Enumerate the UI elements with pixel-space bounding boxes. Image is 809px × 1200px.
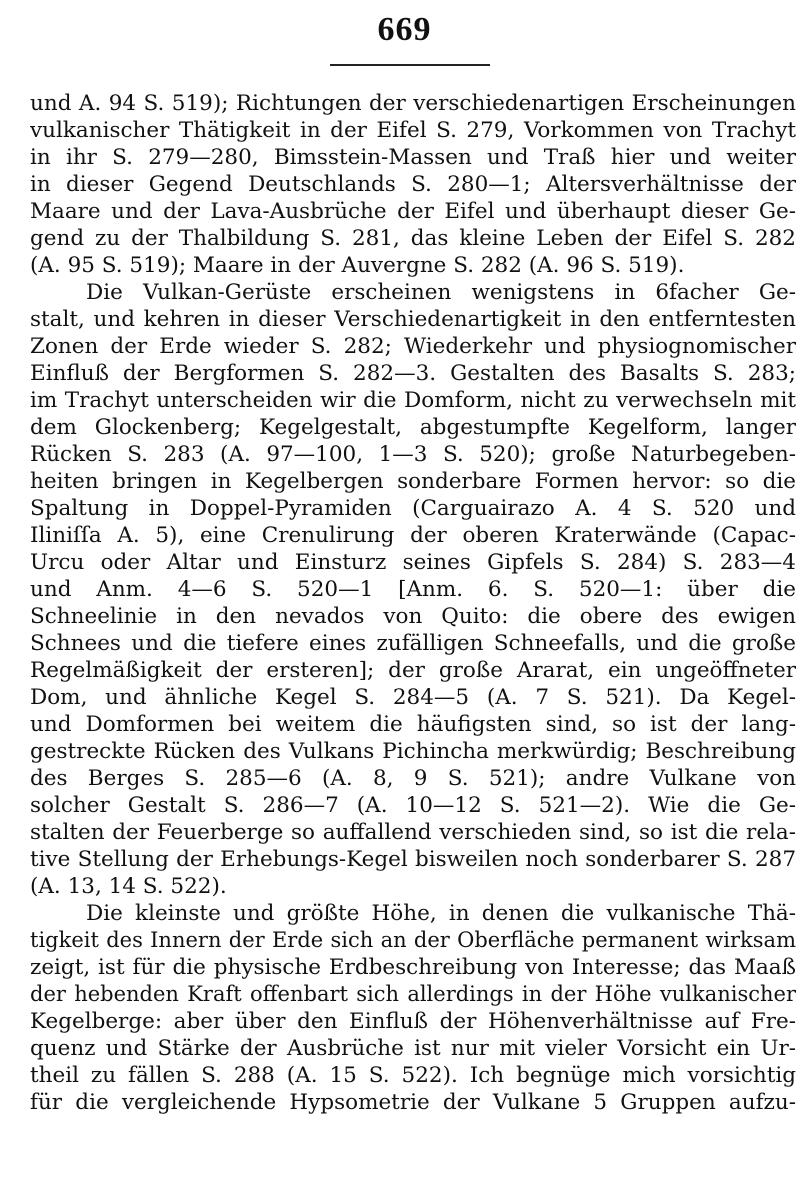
text-line: zeigt, ist für die physische Erdbeschreibung von Interesse; das Maaß — [30, 955, 796, 980]
text-line: Iliniſſa A. 5), eine Crenulirung der oberen Kraterwände (Capac- — [30, 523, 796, 548]
text-line: Spaltung in Doppel-Pyramiden (Carguairazo A. 4 S. 520 und — [30, 496, 796, 521]
text-line: theil zu fällen S. 288 (A. 15 S. 522). Ich begnüge mich vorsichtig — [30, 1063, 796, 1088]
text-line: in dieser Gegend Deutschlands S. 280—1; Altersverhältnisse der — [30, 172, 796, 197]
text-line: Urcu oder Altar und Einsturz seines Gipfels S. 284) S. 283—4 — [30, 550, 796, 575]
text-line: Schneelinie in den nevados von Quito: die obere des ewigen — [30, 604, 796, 629]
text-line: Regelmäßigkeit der ersteren]; der große Ararat, ein ungeöffneter — [30, 658, 796, 683]
text-line: tive Stellung der Erhebungs-Kegel bisweilen noch sonderbarer S. 287 — [30, 847, 796, 872]
text-line: vulkanischer Thätigkeit in der Eifel S. 279, Vorkommen von Trachyt — [30, 118, 796, 143]
text-line: tigkeit des Innern der Erde sich an der Oberfläche permanent wirksam — [30, 928, 796, 952]
text-line: Maare und der Lava-Ausbrüche der Eifel und überhaupt dieser Ge- — [30, 199, 796, 224]
text-line: (A. 95 S. 519); Maare in der Auvergne S. 282 (A. 96 S. 519). — [30, 253, 685, 278]
text-line: der hebenden Kraft offenbart sich allerdings in der Höhe vulkanischer — [30, 982, 796, 1006]
text-line: (A. 13, 14 S. 522). — [30, 874, 227, 899]
text-line: stalt, und kehren in dieser Verschiedenartigkeit in den entferntesten — [30, 307, 796, 332]
text-line: Einfluß der Bergformen S. 282—3. Gestalten des Basalts S. 283; — [30, 361, 796, 386]
text-line: Schnees und die tiefere eines zufälligen Schneefalls, und die große — [30, 631, 796, 656]
text-line: solcher Gestalt S. 286—7 (A. 10—12 S. 521—2). Wie die Ge- — [30, 793, 796, 818]
text-line: gend zu der Thalbildung S. 281, das kleine Leben der Eifel S. 282 — [30, 226, 796, 251]
header-rule — [330, 64, 490, 66]
text-line: Rücken S. 283 (A. 97—100, 1—3 S. 520); große Naturbegeben- — [30, 442, 796, 467]
text-line: Zonen der Erde wieder S. 282; Wiederkehr und physiognomischer — [30, 334, 796, 359]
text-line: in ihr S. 279—280, Bimsstein-Massen und Traß hier und weiter — [30, 145, 796, 170]
text-line: quenz und Stärke der Ausbrüche ist nur mit vieler Vorsicht ein Ur- — [30, 1036, 796, 1061]
text-line: Dom, und ähnliche Kegel S. 284—5 (A. 7 S. 521). Da Kegel- — [30, 685, 796, 710]
text-line: Die Vulkan-Gerüste erscheinen wenigstens in 6facher Ge- — [86, 280, 796, 305]
text-line: dem Glockenberg; Kegelgestalt, abgestumpfte Kegelform, langer — [30, 415, 796, 440]
text-line: und Anm. 4—6 S. 520—1 [Anm. 6. S. 520—1: über die — [30, 577, 796, 602]
text-line: gestreckte Rücken des Vulkans Pichincha merkwürdig; Beschreibung — [30, 739, 796, 764]
text-line: für die vergleichende Hypsometrie der Vulkane 5 Gruppen aufzu- — [30, 1090, 796, 1115]
text-line: des Berges S. 285—6 (A. 8, 9 S. 521); andre Vulkane von — [30, 766, 796, 791]
text-line: heiten bringen in Kegelbergen sonderbare Formen hervor: so die — [30, 469, 796, 494]
text-line: und A. 94 S. 519); Richtungen der verschiedenartigen Erscheinungen — [30, 91, 796, 116]
text-line: im Trachyt unterscheiden wir die Domform, nicht zu verwechseln mit — [30, 388, 796, 413]
text-line: und Domformen bei weitem die häufigsten sind, so ist der lang- — [30, 712, 796, 737]
text-line: Kegelberge: aber über den Einfluß der Höhenverhältnisse auf Fre- — [30, 1009, 796, 1034]
text-line: stalten der Feuerberge so auffallend verschieden sind, so ist die rela- — [30, 820, 796, 845]
text-line: Die kleinste und größte Höhe, in denen die vulkanische Thä- — [86, 901, 796, 926]
page-number: 669 — [377, 11, 432, 48]
body-text — [30, 90, 796, 1116]
